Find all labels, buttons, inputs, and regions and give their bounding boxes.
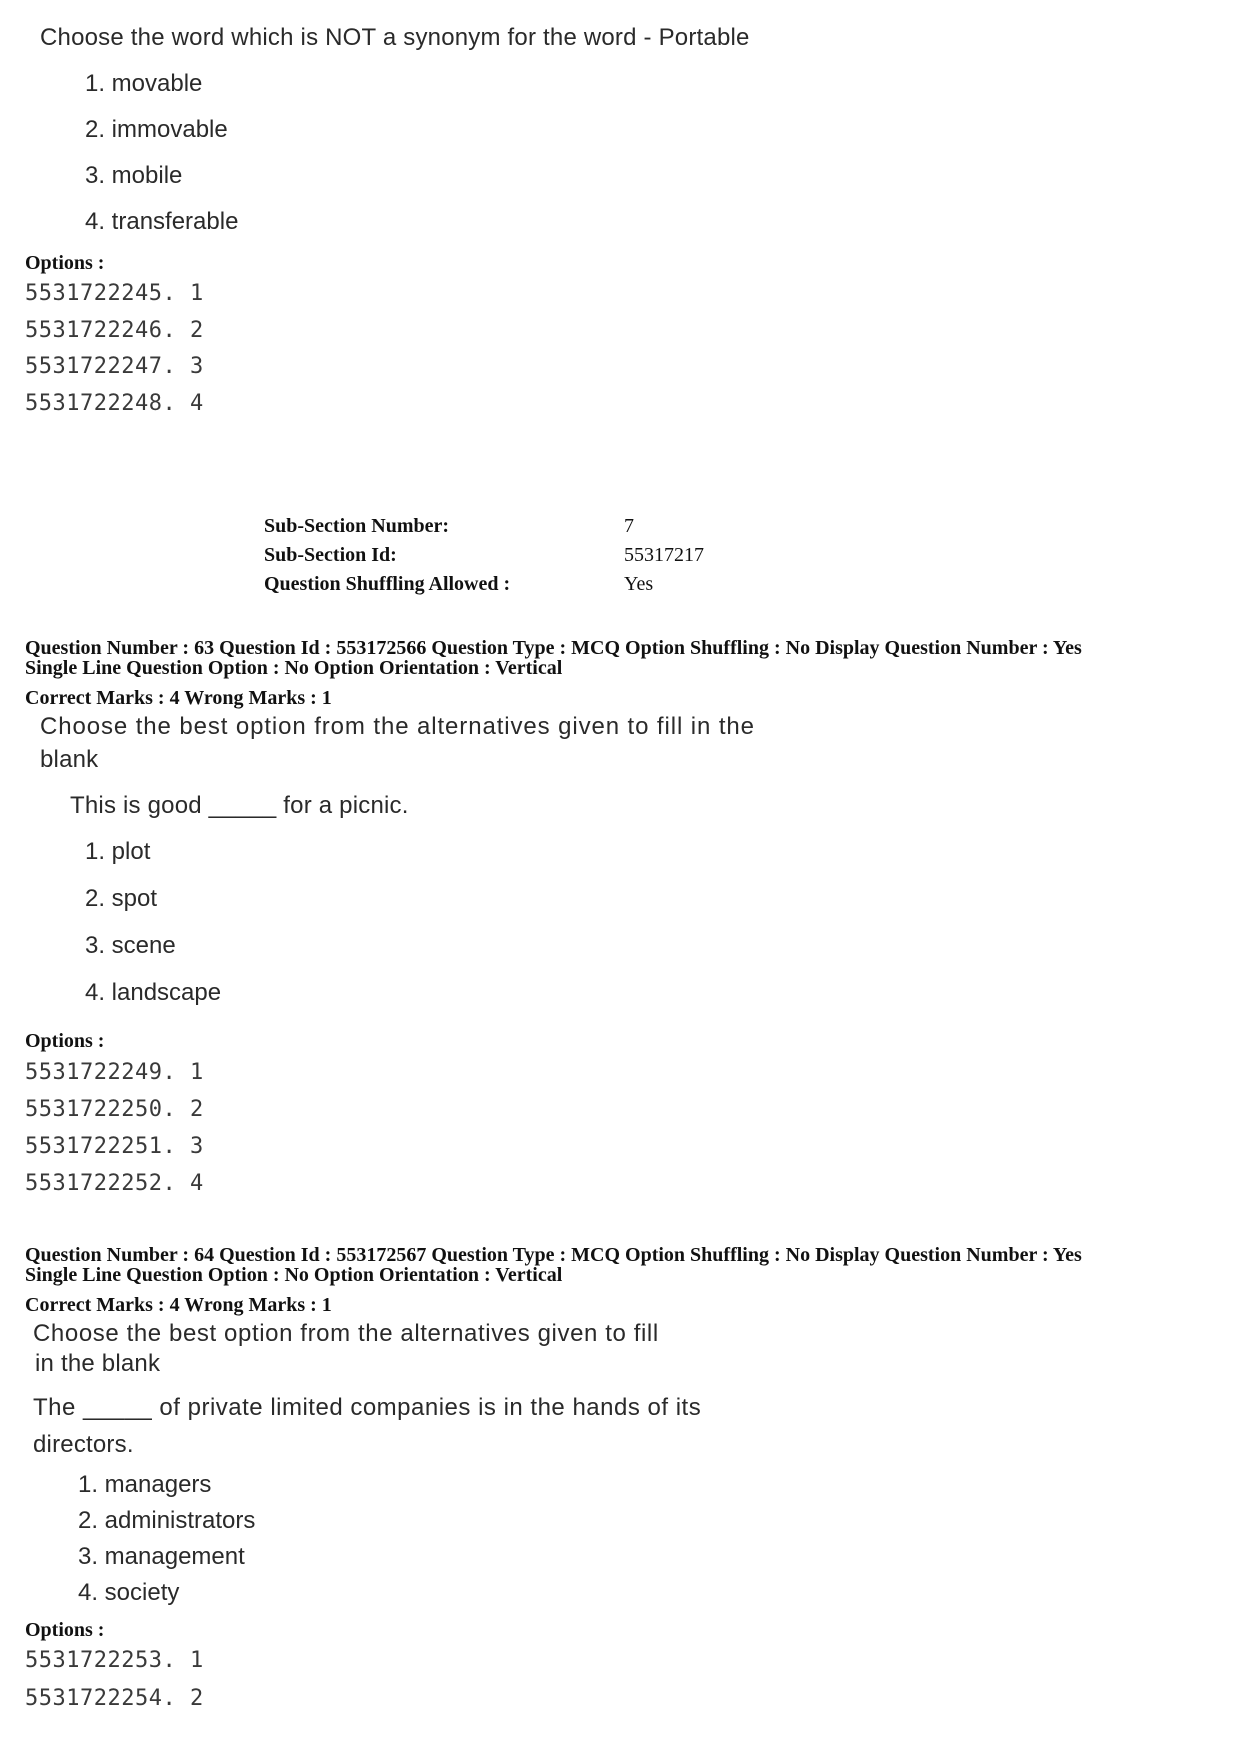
q63-marks: Correct Marks : 4 Wrong Marks : 1: [25, 687, 332, 709]
q63-meta-line-2: Single Line Question Option : No Option Orientation : Vertical: [25, 657, 563, 679]
q64-option-2: 5531722254. 2: [25, 1686, 204, 1711]
q64-choice-2: 2. administrators: [78, 1507, 256, 1534]
question-shuffling-value: Yes: [624, 573, 654, 595]
q63-choice-2: 2. spot: [85, 885, 158, 912]
q64-prompt-line-2: in the blank: [35, 1350, 161, 1377]
q62-choice-1: 1. movable: [85, 70, 203, 97]
q62-choice-3: 3. mobile: [85, 162, 183, 189]
q64-choice-1: 1. managers: [78, 1471, 212, 1498]
subsection-number-label: Sub-Section Number:: [264, 515, 450, 537]
q64-sentence-line-1: The _____ of private limited companies is in the hands of its: [33, 1394, 702, 1421]
q64-sentence-line-2: directors.: [33, 1431, 134, 1458]
q63-sentence: This is good _____ for a picnic.: [70, 792, 409, 819]
subsection-number-value: 7: [624, 515, 634, 537]
q62-option-2: 5531722246. 2: [25, 318, 204, 343]
question-shuffling-label: Question Shuffling Allowed :: [264, 573, 511, 595]
q62-options-label: Options :: [25, 252, 105, 274]
q64-options-label: Options :: [25, 1619, 105, 1641]
q63-option-3: 5531722251. 3: [25, 1134, 204, 1159]
q62-prompt: Choose the word which is NOT a synonym for the word - Portable: [40, 24, 750, 51]
q62-option-4: 5531722248. 4: [25, 391, 204, 416]
q63-choice-3: 3. scene: [85, 932, 176, 959]
q64-choice-3: 3. management: [78, 1543, 245, 1570]
q62-option-1: 5531722245. 1: [25, 281, 204, 306]
subsection-id-label: Sub-Section Id:: [264, 544, 397, 566]
q64-prompt-line-1: Choose the best option from the alternatives given to fill: [33, 1320, 659, 1347]
q63-choice-4: 4. landscape: [85, 979, 222, 1006]
q62-option-3: 5531722247. 3: [25, 354, 204, 379]
q63-option-2: 5531722250. 2: [25, 1097, 204, 1122]
q64-meta-line-1: Question Number : 64 Question Id : 553172567 Question Type : MCQ Option Shuffling : No Display Question Number : Yes: [25, 1244, 1082, 1266]
q64-choice-4: 4. society: [78, 1579, 180, 1606]
q64-meta-line-2: Single Line Question Option : No Option Orientation : Vertical: [25, 1264, 563, 1286]
q62-choice-4: 4. transferable: [85, 208, 239, 235]
q64-marks: Correct Marks : 4 Wrong Marks : 1: [25, 1294, 332, 1316]
q63-options-label: Options :: [25, 1030, 105, 1052]
q62-choice-2: 2. immovable: [85, 116, 228, 143]
q63-option-4: 5531722252. 4: [25, 1171, 204, 1196]
q63-prompt-line-2: blank: [40, 746, 99, 773]
q63-prompt-line-1: Choose the best option from the alternatives given to fill in the: [40, 713, 755, 740]
q63-option-1: 5531722249. 1: [25, 1060, 204, 1085]
q64-option-1: 5531722253. 1: [25, 1648, 204, 1673]
q63-choice-1: 1. plot: [85, 838, 151, 865]
subsection-id-value: 55317217: [624, 544, 704, 566]
q63-meta-line-1: Question Number : 63 Question Id : 553172566 Question Type : MCQ Option Shuffling : No Display Question Number : Yes: [25, 637, 1082, 659]
